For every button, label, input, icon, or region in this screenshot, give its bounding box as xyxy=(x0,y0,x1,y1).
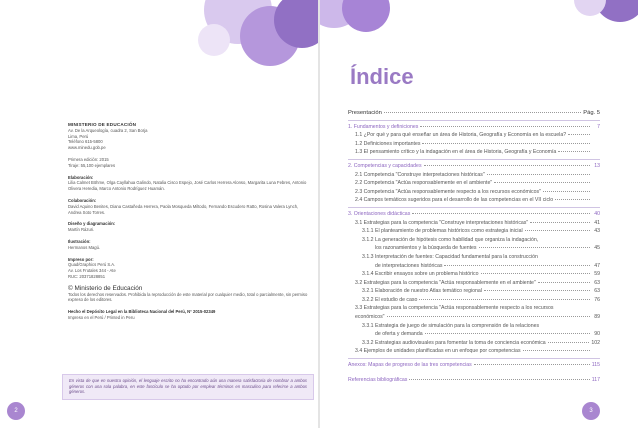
credit-text: Quad/Graphics Perú S.A. Av. Los Frutales 344 - Ate RUC: 20371828851 xyxy=(68,262,116,279)
toc-leader-dots xyxy=(412,213,590,214)
toc-leader-dots xyxy=(474,364,590,365)
toc-entry-title: Presentación xyxy=(348,110,382,116)
deco-circle xyxy=(342,0,390,32)
toc-entry-title: 3.1.4 Escribir ensayos sobre un problema histórico xyxy=(362,271,479,278)
toc-entry-title: 1.2 Definiciones importantes xyxy=(355,140,421,147)
toc-entry[interactable] xyxy=(348,323,600,332)
toc-entry-title: 3.2.2 El estudio de caso xyxy=(362,296,418,303)
credit-text: Hermanos Magú. xyxy=(68,244,101,250)
toc-entry-page: 90 xyxy=(594,331,600,338)
ministry-block xyxy=(68,122,308,151)
toc-entry[interactable] xyxy=(348,110,600,119)
toc-leader-dots xyxy=(523,350,590,351)
toc-entry[interactable] xyxy=(348,280,600,289)
toc-entry[interactable] xyxy=(348,297,600,306)
toc-entry-page: 63 xyxy=(594,279,600,286)
toc-leader-dots xyxy=(479,247,590,248)
toc-leader-dots xyxy=(425,333,590,334)
toc-entry-title: 2.1 Competencia "Construye interpretaciones históricas" xyxy=(355,171,485,178)
deco-circle xyxy=(198,24,230,56)
toc-leader-dots xyxy=(420,126,590,127)
credit-label: Ilustración: xyxy=(68,238,91,244)
table-of-contents xyxy=(348,110,600,385)
credit-label: Diseño y diagramación: xyxy=(68,221,116,227)
gender-language-notice xyxy=(62,374,314,400)
toc-entry-title: 3.3.2 Estrategias audiovisuales para fomentar la toma de conciencia económica xyxy=(362,339,546,346)
address-line: Lima, Perú xyxy=(68,133,89,139)
toc-entry-title: 2.3 Competencia "Actúa responsablemente respecto a los recursos económicos" xyxy=(355,188,541,195)
toc-entry[interactable] xyxy=(348,331,600,340)
toc-leader-dots xyxy=(543,191,590,192)
toc-entry-title: 1.1 ¿Por qué y para qué enseñar un área de Historia, Geografía y Economía en la escuela? xyxy=(355,132,567,139)
toc-entry-title: 1. Fundamentos y definiciones xyxy=(348,123,419,130)
toc-leader-dots xyxy=(409,379,589,380)
toc-leader-dots xyxy=(422,143,590,144)
toc-entry-page: 40 xyxy=(594,210,600,217)
toc-entry-page: 7 xyxy=(597,123,600,130)
credit-text: Martín Rázuri. xyxy=(68,227,95,233)
toc-entry-page: 43 xyxy=(594,228,600,235)
credit-label: Impreso por: xyxy=(68,256,94,262)
toc-entry-title: 3.3.1 Estrategia de juego de simulación para la comprensión de la relaciones xyxy=(362,322,540,329)
left-page xyxy=(0,0,318,428)
credit-entry xyxy=(68,239,308,251)
toc-entry-title: 3. Orientaciones didácticas xyxy=(348,210,411,217)
toc-entry-page: 59 xyxy=(594,271,600,278)
toc-entry[interactable] xyxy=(348,124,600,133)
credit-text: David Aquino Benites, Diana Castañeda Herrera, Paola Mosqueda Miltodo, Fernando Escudero Ratto, Rosina Valera Lynch, Andrea Soto Torres. xyxy=(68,203,299,215)
toc-leader-dots xyxy=(424,165,590,166)
toc-leader-dots xyxy=(481,273,591,274)
toc-leader-dots xyxy=(387,316,590,317)
toc-entry-title: 3.2 Estrategias para la competencia "Actúa responsablemente en el ambiente" xyxy=(355,279,536,286)
copyright-text: Todos los derechos reservados. Prohibida la reproducción de este material por cualquier medio, total o parcialmente, sin permiso expreso de los editores. xyxy=(68,291,308,303)
toc-entry-title: 3.1.1 El planteamiento de problemas históricos como estrategia inicial xyxy=(362,228,523,235)
toc-entry[interactable] xyxy=(348,305,600,314)
toc-entry-page: Pág. 5 xyxy=(583,110,600,116)
toc-entry[interactable] xyxy=(348,141,600,150)
toc-entry-title: Anexos: Mapas de progreso de las tres competencias xyxy=(348,362,472,369)
left-top-decoration xyxy=(0,0,318,110)
toc-entry[interactable] xyxy=(348,254,600,263)
toc-entry-page: 102 xyxy=(591,339,600,346)
toc-entry[interactable] xyxy=(348,288,600,297)
address-line: www.minedu.gob.pe xyxy=(68,145,106,151)
toc-separator xyxy=(348,120,600,122)
toc-leader-dots xyxy=(419,299,590,300)
toc-entry-title: 2.2 Competencia "Actúa responsablemente en el ambiente" xyxy=(355,180,493,187)
edition-block xyxy=(68,157,308,169)
toc-entry[interactable] xyxy=(348,377,600,386)
toc-leader-dots xyxy=(525,230,590,231)
toc-entry[interactable] xyxy=(348,362,600,371)
toc-entry-title: 3.2.1 Elaboración de nuestro Atlas temático regional xyxy=(362,288,482,295)
toc-entry-page: 117 xyxy=(591,376,600,383)
toc-entry-title: de interpretaciones históricas xyxy=(375,262,443,269)
toc-entry[interactable] xyxy=(348,271,600,280)
credit-list xyxy=(68,175,308,280)
toc-entry-title: económicos" xyxy=(355,314,385,321)
toc-entry[interactable] xyxy=(348,163,600,172)
index-title: Índice xyxy=(350,64,414,89)
toc-entry-title: 3.3 Estrategias para la competencia "Actúa responsablemente respecto a los recursos xyxy=(355,305,554,312)
toc-entry-page: 47 xyxy=(594,262,600,269)
right-top-decoration xyxy=(320,0,638,70)
toc-separator xyxy=(348,207,600,209)
toc-entry-title: Referencias bibliográficas xyxy=(348,376,408,383)
credit-entry xyxy=(68,198,308,215)
toc-entry-title: 3.4 Ejemplos de unidades planificadas en un enfoque por competencias xyxy=(355,348,521,355)
toc-entry[interactable] xyxy=(348,211,600,220)
toc-entry-page: 63 xyxy=(594,288,600,295)
toc-leader-dots xyxy=(484,290,590,291)
toc-separator xyxy=(348,159,600,161)
page-number-left: 2 xyxy=(7,402,25,420)
toc-entry-title: 2.4 Campos temáticos sugeridos para el desarrollo de las competencias en el VII ciclo xyxy=(355,197,554,204)
toc-leader-dots xyxy=(555,199,590,200)
toc-leader-dots xyxy=(494,182,590,183)
toc-separator xyxy=(348,358,600,360)
toc-entry[interactable] xyxy=(348,149,600,158)
credit-label: Colaboración: xyxy=(68,197,97,203)
page-number-right: 3 xyxy=(582,402,600,420)
toc-entry-page: 115 xyxy=(591,362,600,369)
toc-entry[interactable] xyxy=(348,237,600,246)
toc-entry-title: 3.1.2 La generación de hipótesis como habilidad que organiza la indagación, xyxy=(362,236,539,243)
toc-leader-dots xyxy=(568,134,590,135)
edition-line: Tiraje: 55,100 ejemplares xyxy=(68,162,116,168)
edition-line: Primera edición: 2015 xyxy=(68,156,109,162)
toc-entry[interactable] xyxy=(348,314,600,323)
toc-entry[interactable] xyxy=(348,180,600,189)
notice-text: En vista de que en nuestra opinión, el lenguaje escrito no ha encontrado aún una manera satisfactoria de nombrar a ambos géneros con una sola palabra, en este fascículo se ha optado por emplear términos en masculino para referirse a ambos géneros. xyxy=(69,378,307,395)
address-line: Teléfono 615-5800 xyxy=(68,139,103,145)
credit-entry xyxy=(68,257,308,280)
credits-block xyxy=(68,122,308,321)
credit-entry xyxy=(68,175,308,192)
printed-in: Impreso en el Perú / Printed in Peru xyxy=(68,314,135,320)
toc-entry[interactable] xyxy=(348,263,600,272)
toc-entry[interactable] xyxy=(348,132,600,141)
toc-entry[interactable] xyxy=(348,172,600,181)
credit-text: Lilia Calmet Böhme, Olga Cayllahua Galindo, Natalia Cisco Espejo, José Carlos Herrera Alonso, Margarita Luna Febres, Antonio Olivera Heredia, Marco Antonio Rodríguez Huamán. xyxy=(68,180,307,192)
toc-entry-page: 76 xyxy=(594,296,600,303)
toc-entry-title: 1.3 El pensamiento crítico y la indagación en el área de Historia, Geografía y Economía xyxy=(355,149,557,156)
toc-entry-title: 3.1.3 Interpretación de fuentes: Capacidad fundamental para la construcción xyxy=(362,253,538,260)
toc-leader-dots xyxy=(384,112,581,113)
toc-entry[interactable] xyxy=(348,228,600,237)
toc-entry-page: 13 xyxy=(594,162,600,169)
toc-entry[interactable] xyxy=(348,220,600,229)
toc-leader-dots xyxy=(530,222,590,223)
toc-leader-dots xyxy=(548,342,590,343)
toc-leader-dots xyxy=(444,265,590,266)
toc-entry[interactable] xyxy=(348,245,600,254)
toc-entry-title: 2. Competencias y capacidades xyxy=(348,162,422,169)
toc-entry-page: 41 xyxy=(594,219,600,226)
toc-entry[interactable] xyxy=(348,340,600,349)
toc-entry[interactable] xyxy=(348,189,600,198)
toc-entry-title: los razonamientos y la búsqueda de fuentes xyxy=(375,245,477,252)
ministry-title: MINISTERIO DE EDUCACIÓN xyxy=(68,122,137,127)
legal-deposit: Hecho el Depósito Legal en la Biblioteca Nacional del Perú, N° 2015-02349 xyxy=(68,309,216,315)
toc-leader-dots xyxy=(487,174,590,175)
toc-entry[interactable] xyxy=(348,197,600,206)
toc-entry-page: 89 xyxy=(594,314,600,321)
toc-entry-title: de oferta y demanda xyxy=(375,331,423,338)
toc-leader-dots xyxy=(558,151,590,152)
toc-entry-page: 45 xyxy=(594,245,600,252)
address-line: Av. De la Arqueología, cuadra 2, San Borja xyxy=(68,127,148,133)
copyright-title: © Ministerio de Educación xyxy=(68,284,143,292)
toc-leader-dots xyxy=(538,282,590,283)
credit-entry xyxy=(68,221,308,233)
toc-entry[interactable] xyxy=(348,348,600,357)
toc-entry-title: 3.1 Estrategias para la competencia "Construye interpretaciones históricas" xyxy=(355,219,529,226)
credit-label: Elaboración: xyxy=(68,174,94,180)
